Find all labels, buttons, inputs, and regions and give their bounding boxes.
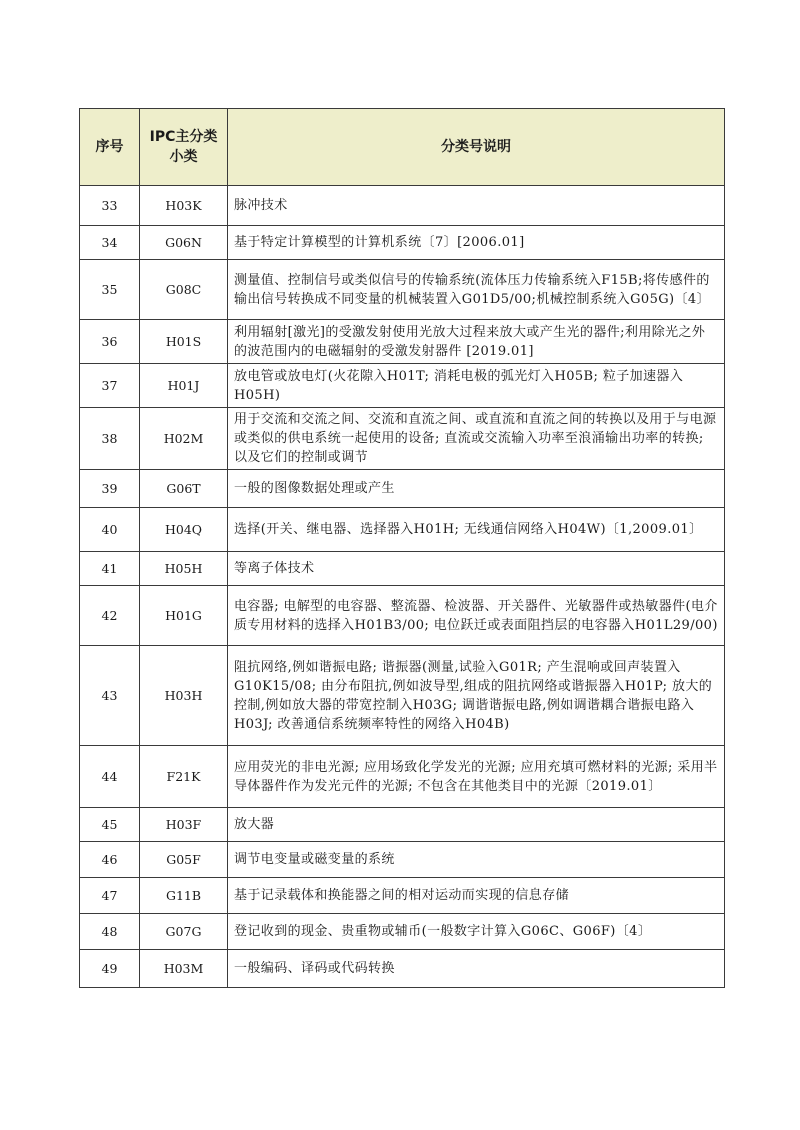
row-index: 35 <box>80 260 140 320</box>
row-index: 45 <box>80 808 140 842</box>
row-index: 44 <box>80 746 140 808</box>
ipc-code: H01J <box>140 364 228 408</box>
table-row <box>80 842 725 878</box>
table-row <box>80 646 725 746</box>
row-description: 应用荧光的非电光源; 应用场致化学发光的光源; 应用充填可燃材料的光源; 采用半导体器件作为发光元件的光源; 不包含在其他类目中的光源〔2019.01〕 <box>228 746 725 808</box>
table-row <box>80 552 725 586</box>
table-row <box>80 508 725 552</box>
row-description: 测量值、控制信号或类似信号的传输系统(流体压力传输系统入F15B;将传感件的输出信号转换成不同变量的机械装置入G01D5/00;机械控制系统入G05G)〔4〕 <box>228 260 725 320</box>
ipc-code: G06N <box>140 226 228 260</box>
header-index: 序号 <box>80 109 140 186</box>
row-description: 登记收到的现金、贵重物或辅币(一般数字计算入G06C、G06F)〔4〕 <box>228 914 725 950</box>
row-description: 一般的图像数据处理或产生 <box>228 470 725 508</box>
ipc-code: F21K <box>140 746 228 808</box>
row-index: 41 <box>80 552 140 586</box>
row-index: 46 <box>80 842 140 878</box>
row-description: 脉冲技术 <box>228 186 725 226</box>
row-description: 一般编码、译码或代码转换 <box>228 950 725 988</box>
table-row <box>80 470 725 508</box>
table-row <box>80 914 725 950</box>
table-header-row <box>80 109 725 186</box>
table-row <box>80 260 725 320</box>
ipc-code: H03M <box>140 950 228 988</box>
row-index: 34 <box>80 226 140 260</box>
ipc-code: G06T <box>140 470 228 508</box>
row-index: 42 <box>80 586 140 646</box>
row-description: 选择(开关、继电器、选择器入H01H; 无线通信网络入H04W)〔1,2009.01〕 <box>228 508 725 552</box>
header-description: 分类号说明 <box>228 109 725 186</box>
table-row <box>80 878 725 914</box>
row-index: 33 <box>80 186 140 226</box>
ipc-code: G11B <box>140 878 228 914</box>
row-index: 49 <box>80 950 140 988</box>
ipc-code: H05H <box>140 552 228 586</box>
row-description: 基于记录载体和换能器之间的相对运动而实现的信息存储 <box>228 878 725 914</box>
table-row <box>80 950 725 988</box>
ipc-code: H04Q <box>140 508 228 552</box>
row-description: 阻抗网络,例如谐振电路; 谐振器(测量,试验入G01R; 产生混响或回声装置入G10K15/08; 由分布阻抗,例如波导型,组成的阻抗网络或谐振器入H01P; 放大的控制,例如放大器的带宽控制入H03G; 调谐谐振电路,例如调谐耦合谐振电路入H03J; 改善通信系统频率特性的网络入H04B) <box>228 646 725 746</box>
table-row <box>80 186 725 226</box>
row-index: 48 <box>80 914 140 950</box>
header-ipc-subclass: IPC主分类 小类 <box>140 109 228 186</box>
ipc-code: H03H <box>140 646 228 746</box>
row-description: 等离子体技术 <box>228 552 725 586</box>
row-index: 43 <box>80 646 140 746</box>
ipc-code: H03F <box>140 808 228 842</box>
table-body <box>80 186 725 988</box>
ipc-code: G08C <box>140 260 228 320</box>
ipc-code: H03K <box>140 186 228 226</box>
table-row <box>80 408 725 470</box>
table-row <box>80 586 725 646</box>
row-index: 37 <box>80 364 140 408</box>
ipc-code: G05F <box>140 842 228 878</box>
table-row <box>80 226 725 260</box>
row-index: 40 <box>80 508 140 552</box>
table-row <box>80 746 725 808</box>
row-index: 47 <box>80 878 140 914</box>
row-description: 用于交流和交流之间、交流和直流之间、或直流和直流之间的转换以及用于与电源或类似的供电系统一起使用的设备; 直流或交流输入功率至浪涌输出功率的转换; 以及它们的控制或调节 <box>228 408 725 470</box>
row-index: 39 <box>80 470 140 508</box>
row-index: 36 <box>80 320 140 364</box>
row-description: 基于特定计算模型的计算机系统〔7〕[2006.01] <box>228 226 725 260</box>
table-row <box>80 320 725 364</box>
row-description: 放电管或放电灯(火花隙入H01T; 消耗电极的弧光灯入H05B; 粒子加速器入H05H) <box>228 364 725 408</box>
ipc-code: G07G <box>140 914 228 950</box>
ipc-code: H01G <box>140 586 228 646</box>
ipc-code: H01S <box>140 320 228 364</box>
row-index: 38 <box>80 408 140 470</box>
ipc-code: H02M <box>140 408 228 470</box>
row-description: 调节电变量或磁变量的系统 <box>228 842 725 878</box>
ipc-classification-table <box>79 108 725 988</box>
table-row <box>80 364 725 408</box>
row-description: 电容器; 电解型的电容器、整流器、检波器、开关器件、光敏器件或热敏器件(电介质专用材料的选择入H01B3/00; 电位跃迁或表面阻挡层的电容器入H01L29/00) <box>228 586 725 646</box>
row-description: 利用辐射[激光]的受激发射使用光放大过程来放大或产生光的器件;利用除光之外的波范围内的电磁辐射的受激发射器件 [2019.01] <box>228 320 725 364</box>
table-row <box>80 808 725 842</box>
row-description: 放大器 <box>228 808 725 842</box>
